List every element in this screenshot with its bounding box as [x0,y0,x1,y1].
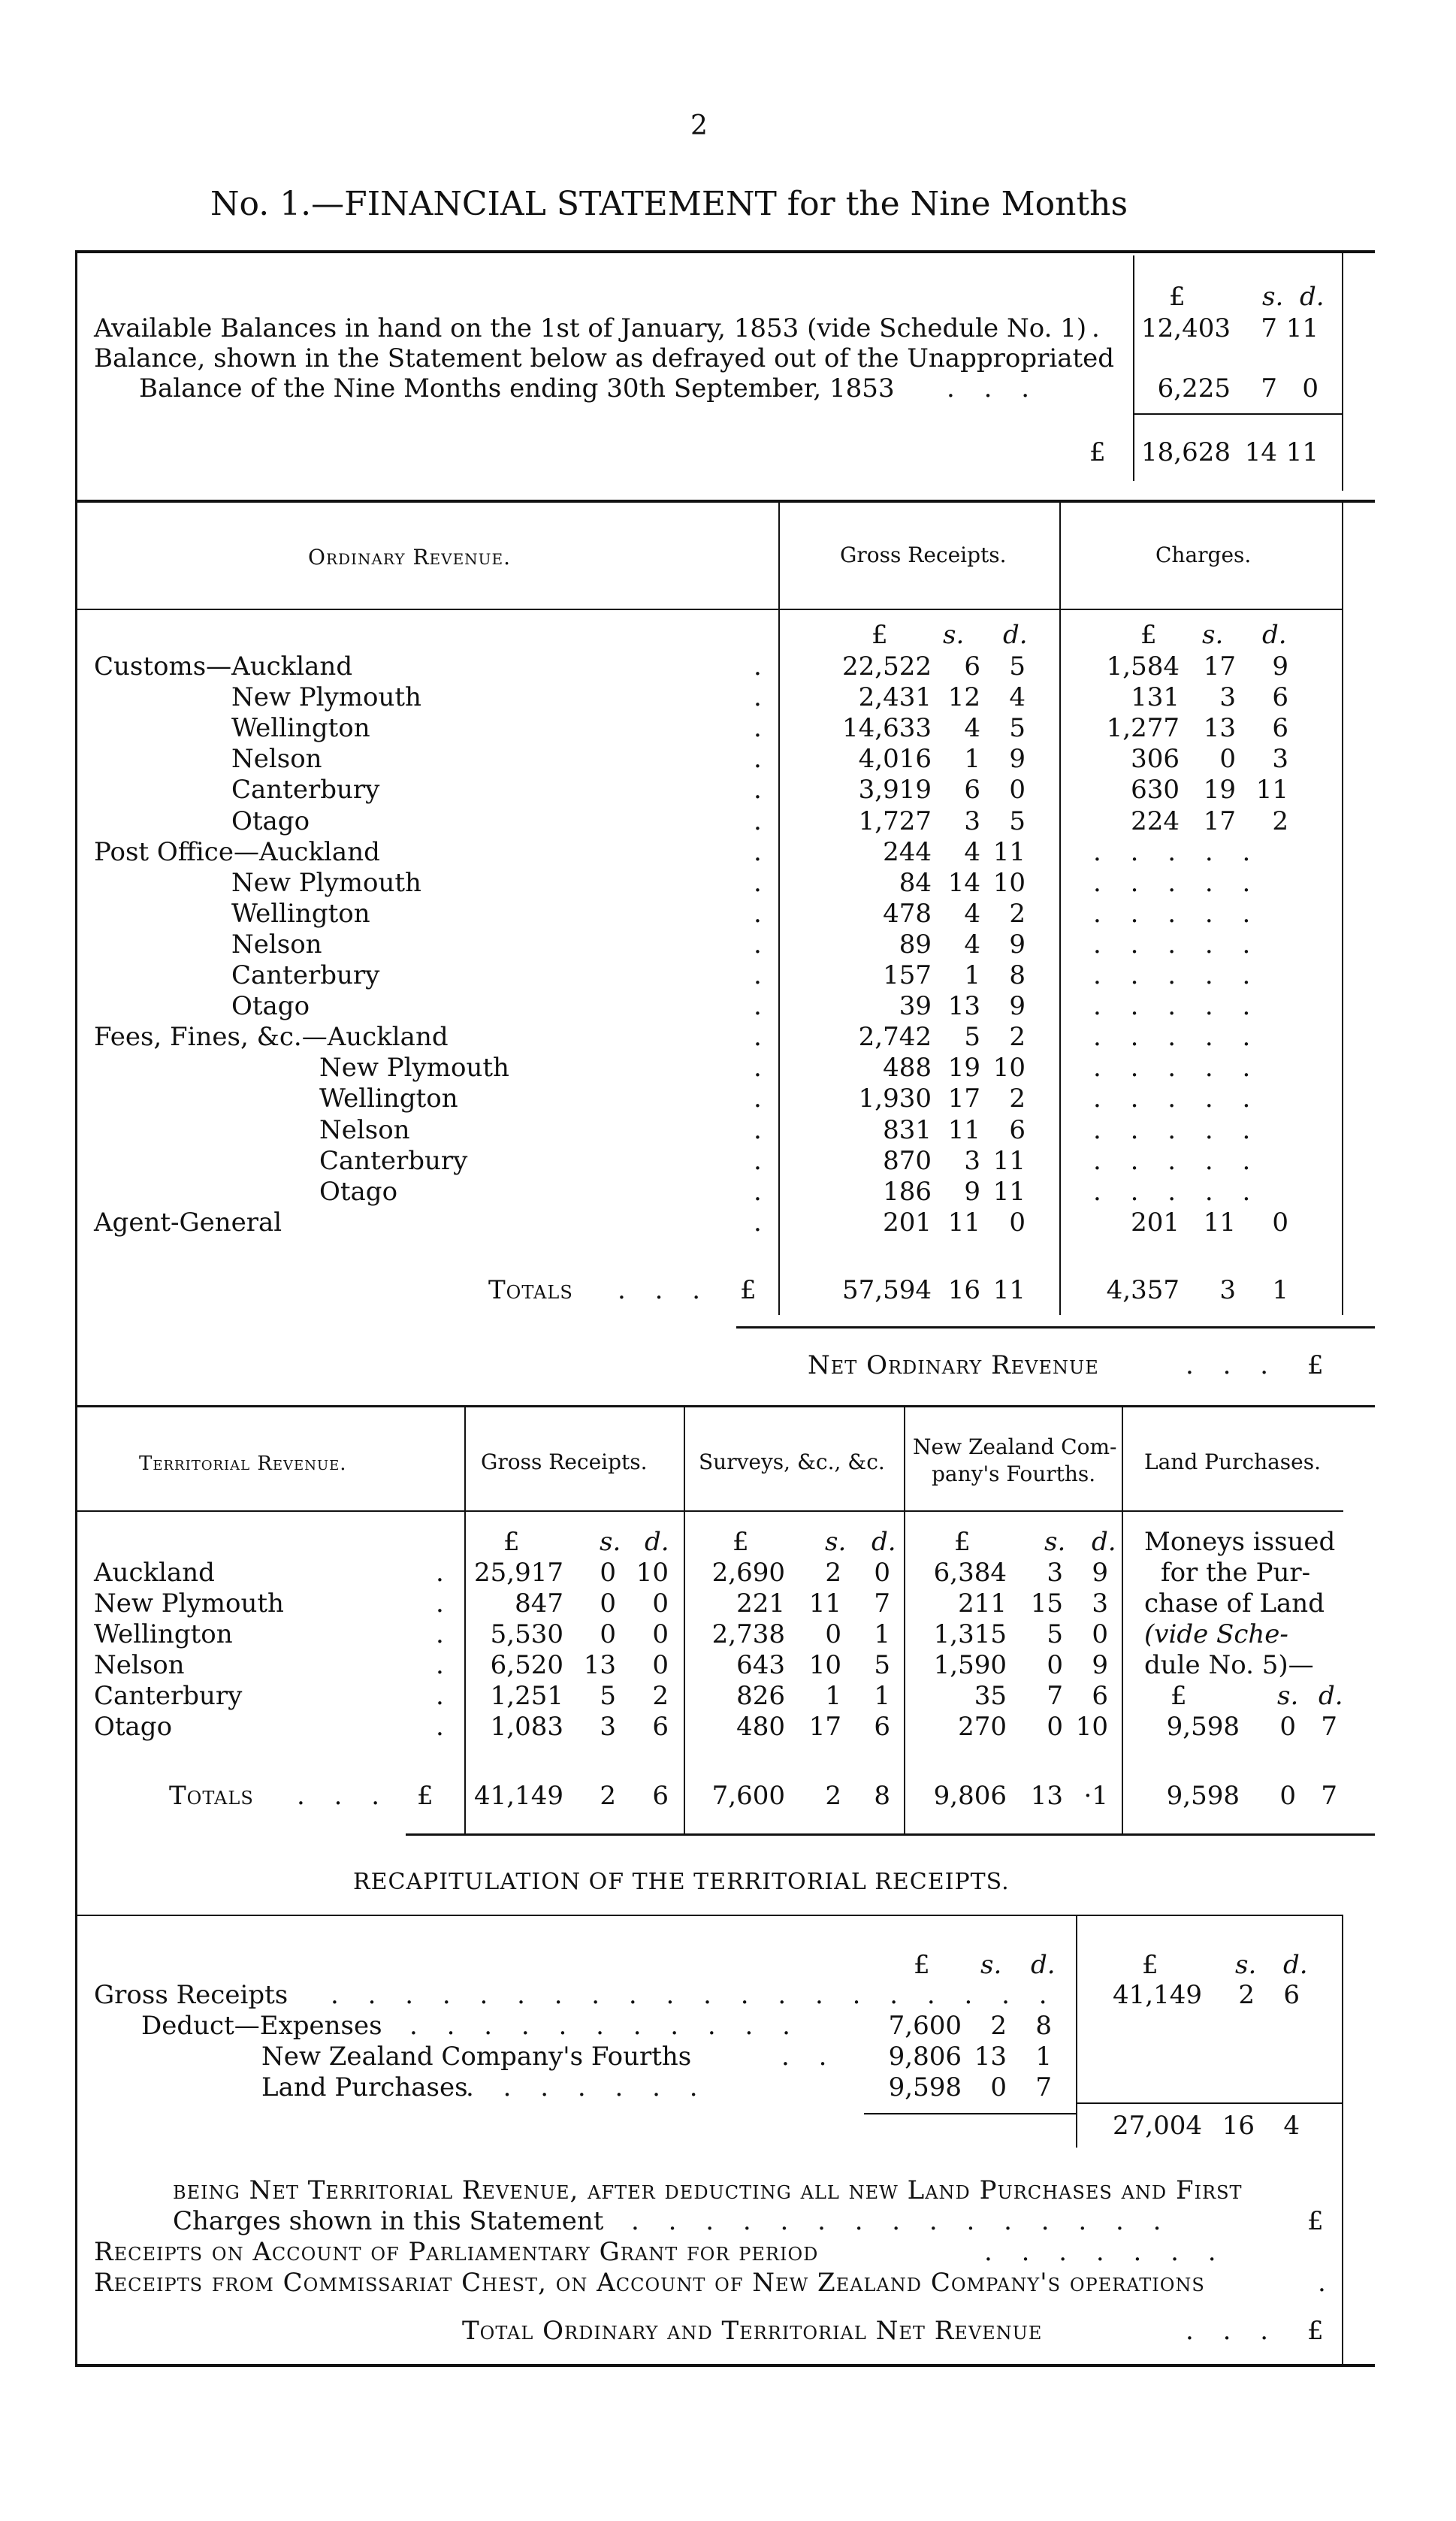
surveys-pence: 5 [874,1650,890,1680]
gross-pounds: 6,520 [490,1650,563,1680]
ordinary-row-label: Canterbury [231,775,380,805]
gross-pence: 10 [992,1053,1026,1083]
balance-total: 18,628 [1141,437,1231,467]
territorial-gross-header: Gross Receipts. [481,1449,648,1474]
gross-pounds: 14,633 [842,713,932,743]
gross-pounds: 244 [883,837,932,867]
ordinary-row-label: Otago [231,991,310,1021]
gross-shillings: 4 [964,930,980,960]
territorial-row-label: Otago [94,1712,173,1742]
charges-empty: . . . . . [1093,960,1261,990]
surveys-shillings: 2 [825,1558,841,1588]
gross-pounds: 488 [883,1053,932,1083]
charges-pounds: 1,584 [1106,651,1180,682]
nz-company-total: 9,806 [933,1781,1007,1811]
nz-shillings: 0 [1047,1650,1063,1680]
leader-dot: . [754,682,762,712]
leader-dot: . [754,1177,762,1207]
gross-shillings: 19 [947,1053,980,1083]
gross-shillings: 3 [964,1146,980,1176]
nz-pence: 0 [1092,1619,1108,1649]
gross-receipts-header: Gross Receipts. [840,543,1007,567]
nz-pence: 10 [1075,1712,1108,1742]
gross-shillings: 12 [947,682,980,712]
balance-line-2: Balance, shown in the Statement below as defrayed out of the Unappropriated [94,343,1115,373]
gross-pounds: 847 [515,1588,563,1619]
gross-shillings: 17 [947,1084,980,1114]
ordinary-row-label: Agent-General [94,1208,282,1238]
balance-line-1: Available Balances in hand on the 1st of January, 1853 (vide Schedule No. 1) [94,313,1087,343]
gross-pence: 2 [652,1681,669,1711]
ordinary-totals-label: Totals [488,1275,573,1305]
surveys-pence: 6 [874,1712,890,1742]
surveys-total: 7,600 [711,1781,785,1811]
recap-gross-amount: 41,149 [1113,1980,1202,2010]
surveys-pence: 0 [874,1558,890,1588]
leader-dot: . [754,744,762,774]
surveys-shillings: 11 [808,1588,841,1619]
surveys-pounds: 643 [736,1650,785,1680]
gross-pounds: 478 [883,899,932,929]
leader-dot: . [754,930,762,960]
charges-pounds: 1,277 [1106,713,1180,743]
land-purchases-header: Land Purchases. [1144,1449,1322,1474]
leader-dot: . [754,651,762,682]
leader-dot: . [754,806,762,836]
territorial-gross-total: 41,149 [474,1781,563,1811]
gross-pence: 2 [1009,899,1026,929]
commissariat-line: Receipts from Commissariat Chest, on Account of New Zealand Company's operations [94,2268,1205,2298]
leader-dot: . [436,1681,444,1711]
nz-pounds: 270 [958,1712,1007,1742]
charges-empty: . . . . . [1093,1053,1261,1083]
territorial-row-label: Auckland [94,1558,215,1588]
gross-shillings: 0 [600,1588,616,1619]
gross-pence: 5 [1009,806,1026,836]
ordinary-row-label: Wellington [231,899,370,929]
leader-dot: . [754,775,762,805]
charges-shillings: 3 [1219,682,1236,712]
leader-dot: . [754,1053,762,1083]
surveys-pounds: 221 [736,1588,785,1619]
total-net-revenue-label: Total Ordinary and Territorial Net Revenue [462,2316,1043,2346]
nz-shillings: 0 [1047,1712,1063,1742]
page-title: No. 1.—FINANCIAL STATEMENT for the Nine Months [210,185,1128,223]
net-territorial-line-1: being Net Territorial Revenue, after deducting all new Land Purchases and First [173,2175,1243,2205]
leader-dot: . [754,837,762,867]
charges-shillings: 11 [1203,1208,1236,1238]
gross-shillings: 3 [964,806,980,836]
ordinary-revenue-header: Ordinary Revenue. [308,545,512,570]
charges-pence: 6 [1272,682,1288,712]
ordinary-row-label: New Plymouth [231,868,421,898]
surveys-pence: 1 [874,1681,890,1711]
gross-pounds: 89 [899,930,932,960]
charges-shillings: 17 [1203,806,1236,836]
gross-shillings: 13 [947,991,980,1021]
leader-dot: . [754,899,762,929]
gross-pence: 5 [1009,713,1026,743]
gross-shillings: 6 [964,775,980,805]
leader-dot: . [754,1146,762,1176]
gross-pence: 0 [652,1619,669,1649]
charges-empty: . . . . . [1093,837,1261,867]
bottom-rule [75,2364,1375,2367]
gross-pence: 11 [992,837,1026,867]
gross-shillings: 11 [947,1208,980,1238]
recap-gross-label: Gross Receipts [94,1980,288,2010]
gross-shillings: 6 [964,651,980,682]
nz-company-header-1: New Zealand Com- [913,1434,1117,1459]
charges-empty: . . . . . [1093,1177,1261,1207]
leader-dot: . [436,1619,444,1649]
charges-shillings: 13 [1203,713,1236,743]
gross-pounds: 1,083 [490,1712,563,1742]
surveys-pounds: 2,738 [711,1619,785,1649]
leader-dot: . [436,1712,444,1742]
territorial-row-label: Canterbury [94,1681,243,1711]
territorial-totals-label: Totals [169,1781,254,1811]
charges-pounds: 224 [1131,806,1180,836]
leader-dot: . [754,960,762,990]
leader-dot: . [754,1208,762,1238]
charges-empty: . . . . . [1093,991,1261,1021]
gross-pounds: 201 [883,1208,932,1238]
land-purchases-total: 9,598 [1166,1781,1240,1811]
gross-pounds: 39 [899,991,932,1021]
recap-net-amount: 27,004 [1113,2111,1202,2141]
gross-pounds: 3,919 [858,775,932,805]
ordinary-row-label: Otago [231,806,310,836]
charges-pounds: 201 [1131,1208,1180,1238]
territorial-row-label: New Plymouth [94,1588,284,1619]
ordinary-row-label: Post Office—Auckland [94,837,380,867]
charges-pounds: 306 [1131,744,1180,774]
gross-pounds: 1,251 [490,1681,563,1711]
charges-empty: . . . . . [1093,1084,1261,1114]
gross-pounds: 831 [883,1115,932,1145]
gross-pounds: 25,917 [474,1558,563,1588]
ordinary-row-label: Wellington [231,713,370,743]
gross-pence: 11 [992,1177,1026,1207]
charges-empty: . . . . . [1093,1146,1261,1176]
gross-pence: 10 [636,1558,669,1588]
leader-dot: . [754,713,762,743]
gross-pence: 0 [652,1588,669,1619]
gross-shillings: 5 [964,1022,980,1052]
recap-nz-label: New Zealand Company's Fourths [261,2042,692,2072]
charges-empty: . . . . . [1093,930,1261,960]
ordinary-row-label: Nelson [319,1115,410,1145]
gross-shillings: 1 [964,960,980,990]
gross-pounds: 2,742 [858,1022,932,1052]
gross-shillings: 5 [600,1681,616,1711]
surveys-shillings: 10 [808,1650,841,1680]
ordinary-row-label: New Plymouth [319,1053,509,1083]
charges-pence: 6 [1272,713,1288,743]
charges-header: Charges. [1155,543,1252,567]
charges-shillings: 17 [1203,651,1236,682]
ordinary-gross-total: 57,594 [842,1275,932,1305]
ordinary-charges-total: 4,357 [1106,1275,1180,1305]
charges-empty: . . . . . [1093,868,1261,898]
charges-shillings: 0 [1219,744,1236,774]
nz-shillings: 7 [1047,1681,1063,1711]
recap-title: RECAPITULATION OF THE TERRITORIAL RECEIPTS. [353,1869,1010,1895]
nz-shillings: 15 [1030,1588,1063,1619]
leader-dot: . [436,1588,444,1619]
charges-pounds: 131 [1131,682,1180,712]
charges-empty: . . . . . [1093,1022,1261,1052]
charges-empty: . . . . . [1093,1115,1261,1145]
gross-pounds: 22,522 [842,651,932,682]
surveys-pounds: 480 [736,1712,785,1742]
gross-shillings: 1 [964,744,980,774]
ordinary-row-label: Canterbury [319,1146,468,1176]
recap-land-label: Land Purchases [261,2072,468,2102]
gross-pence: 4 [1009,682,1026,712]
gross-pounds: 186 [883,1177,932,1207]
gross-pence: 0 [1009,775,1026,805]
gross-shillings: 3 [600,1712,616,1742]
territorial-row-label: Nelson [94,1650,185,1680]
gross-pence: 2 [1009,1022,1026,1052]
top-rule [75,250,1375,253]
leader-dot: . [754,991,762,1021]
gross-pounds: 1,930 [858,1084,932,1114]
charges-pence: 3 [1272,744,1288,774]
surveys-header: Surveys, &c., &c. [699,1449,885,1474]
nz-shillings: 5 [1047,1619,1063,1649]
gross-pounds: 5,530 [490,1619,563,1649]
gross-shillings: 0 [600,1558,616,1588]
leader-dot: . [436,1650,444,1680]
gross-pence: 9 [1009,744,1026,774]
surveys-pence: 7 [874,1588,890,1619]
nz-company-header-2: pany's Fourths. [932,1462,1096,1486]
surveys-pence: 1 [874,1619,890,1649]
page-number: 2 [690,110,708,141]
ordinary-row-label: Wellington [319,1084,458,1114]
nz-pence: 6 [1092,1681,1108,1711]
nz-pounds: 1,590 [933,1650,1007,1680]
gross-pounds: 157 [883,960,932,990]
nz-shillings: 3 [1047,1558,1063,1588]
surveys-pounds: 2,690 [711,1558,785,1588]
ordinary-row-label: Nelson [231,744,322,774]
gross-pounds: 1,727 [858,806,932,836]
gross-pence: 8 [1009,960,1026,990]
gross-shillings: 4 [964,837,980,867]
parliamentary-grant-line: Receipts on Account of Parliamentary Grant for period [94,2237,819,2267]
gross-pence: 0 [1009,1208,1026,1238]
gross-pence: 9 [1009,930,1026,960]
gross-shillings: 13 [583,1650,616,1680]
gross-pounds: 870 [883,1146,932,1176]
gross-shillings: 14 [947,868,980,898]
leader-dot: . [754,868,762,898]
ordinary-row-label: Otago [319,1177,398,1207]
gross-shillings: 11 [947,1115,980,1145]
balance-line-3: Balance of the Nine Months ending 30th September, 1853 [139,373,895,404]
gross-shillings: 0 [600,1619,616,1649]
gross-pounds: 84 [899,868,932,898]
net-territorial-line-2: Charges shown in this Statement [173,2206,604,2236]
surveys-pounds: 826 [736,1681,785,1711]
ordinary-row-label: Customs—Auckland [94,651,353,682]
gross-pounds: 2,431 [858,682,932,712]
charges-empty: . . . . . [1093,899,1261,929]
ordinary-row-label: New Plymouth [231,682,421,712]
gross-shillings: 9 [964,1177,980,1207]
charges-pounds: 630 [1131,775,1180,805]
surveys-shillings: 1 [825,1681,841,1711]
nz-pounds: 6,384 [933,1558,1007,1588]
nz-pence: 9 [1092,1650,1108,1680]
gross-pence: 9 [1009,991,1026,1021]
nz-pence: 3 [1092,1588,1108,1619]
surveys-shillings: 17 [808,1712,841,1742]
leader-dot: . [754,1115,762,1145]
nz-pence: 9 [1092,1558,1108,1588]
ordinary-row-label: Canterbury [231,960,380,990]
ordinary-row-label: Nelson [231,930,322,960]
charges-pence: 11 [1255,775,1288,805]
charges-pence: 2 [1272,806,1288,836]
nz-pounds: 211 [958,1588,1007,1619]
ordinary-row-label: Fees, Fines, &c.—Auckland [94,1022,449,1052]
gross-pence: 5 [1009,651,1026,682]
leader-dot: . [754,1022,762,1052]
territorial-revenue-header: Territorial Revenue. [139,1452,347,1475]
gross-shillings: 4 [964,713,980,743]
recap-deduct-label: Deduct—Expenses [141,2011,382,2041]
charges-pence: 0 [1272,1208,1288,1238]
nz-pounds: 1,315 [933,1619,1007,1649]
charges-pence: 9 [1272,651,1288,682]
gross-pence: 6 [652,1712,669,1742]
gross-pence: 10 [992,868,1026,898]
net-ordinary-revenue-label: Net Ordinary Revenue [808,1350,1099,1380]
gross-shillings: 4 [964,899,980,929]
gross-pence: 11 [992,1146,1026,1176]
gross-pence: 2 [1009,1084,1026,1114]
leader-dot: . [754,1084,762,1114]
gross-pence: 6 [1009,1115,1026,1145]
territorial-row-label: Wellington [94,1619,233,1649]
nz-pounds: 35 [974,1681,1007,1711]
gross-pence: 0 [652,1650,669,1680]
surveys-shillings: 0 [825,1619,841,1649]
right-frame-top [1342,250,1343,491]
gross-pounds: 4,016 [858,744,932,774]
charges-shillings: 19 [1203,775,1236,805]
leader-dot: . [436,1558,444,1588]
left-frame [75,250,77,2365]
